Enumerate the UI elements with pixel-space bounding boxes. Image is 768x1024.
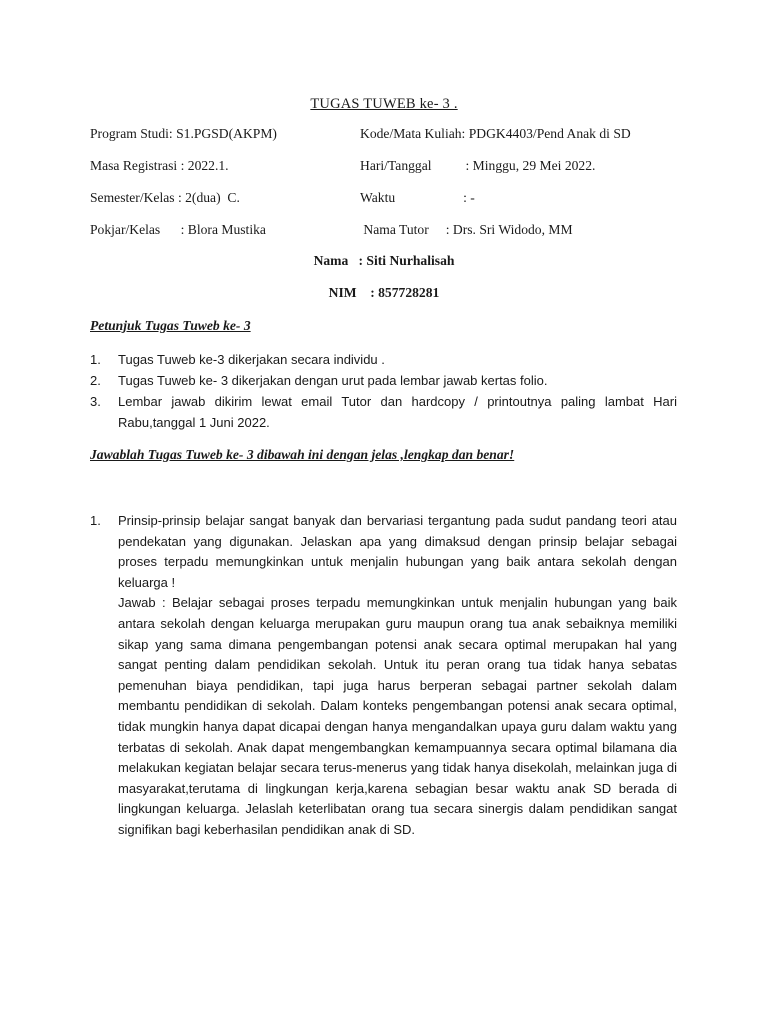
list-item bbox=[90, 391, 677, 433]
student-nim: NIM : 857728281 bbox=[328, 285, 440, 300]
list-item-text: Tugas Tuweb ke-3 dikerjakan secara individu . bbox=[118, 352, 385, 367]
question-number: 1. bbox=[90, 513, 101, 528]
list-item bbox=[90, 349, 677, 370]
list-item-text: Lembar jawab dikirim lewat email Tutor dan hardcopy / printoutnya paling lambat Hari Rabu,tanggal 1 Juni 2022. bbox=[118, 394, 677, 430]
list-item-number: 2. bbox=[90, 373, 101, 388]
answer-text: Jawab : Belajar sebagai proses terpadu memungkinkan untuk menjalin hubungan yang baik antara sekolah dengan keluarga merupakan guru maupun orang tua anak sebaiknya memiliki sikap yang sama dimana pengembangan potensi anak secara optimal merupakan hal yang sangat penting dalam pendidikan sekolah. Untuk itu peran orang tua tidak hanya sebatas pemenuhan biaya pendidikan, tapi juga harus berperan sebagai partner sekolah dalam membantu pendidikan di sekolah. Dalam konteks pengembangan potensi anak secara optimal, tidak mungkin hanya dapat dicapai dengan hanya mengandalkan upaya guru dalam waktu yang terbatas di sekolah. Anak dapat mengembangkan kemampuannya secara optimal bilamana dia melakukan kegiatan belajar secara terus-menerus yang tidak hanya disekolah, melainkan juga di masyarakat,terutama di lingkungan kerja,karena sebagian besar waktu anak SD berada di lingkungan keluarga. Jelaslah keterlibatan orang tua secara sinergis dalam pendidikan sangat signifikan bagi keberhasilan pendidikan anak di SD. bbox=[118, 595, 677, 837]
kode-mata-kuliah: Kode/Mata Kuliah: PDGK4403/Pend Anak di SD bbox=[360, 126, 631, 141]
student-name: Nama : Siti Nurhalisah bbox=[313, 253, 455, 268]
program-studi: Program Studi: S1.PGSD(AKPM) bbox=[90, 126, 277, 141]
semester-kelas: Semester/Kelas : 2(dua) C. bbox=[90, 190, 240, 205]
list-item bbox=[90, 370, 677, 391]
question-item bbox=[90, 511, 677, 841]
list-item-text: Tugas Tuweb ke- 3 dikerjakan dengan urut pada lembar jawab kertas folio. bbox=[118, 373, 548, 388]
nama-tutor: Nama Tutor : Drs. Sri Widodo, MM bbox=[360, 222, 573, 237]
instructions-heading: Petunjuk Tugas Tuweb ke- 3 bbox=[90, 318, 251, 333]
info-row-2 bbox=[90, 158, 690, 176]
hari-tanggal: Hari/Tanggal : Minggu, 29 Mei 2022. bbox=[360, 158, 596, 173]
list-item-number: 3. bbox=[90, 394, 101, 409]
info-row-1 bbox=[90, 126, 690, 144]
list-item-number: 1. bbox=[90, 352, 101, 367]
info-row-4 bbox=[90, 222, 690, 240]
answer-command: Jawablah Tugas Tuweb ke- 3 dibawah ini dengan jelas ,lengkap dan benar! bbox=[90, 447, 515, 462]
instructions-list bbox=[90, 349, 677, 433]
pokjar-kelas: Pokjar/Kelas : Blora Mustika bbox=[90, 222, 266, 237]
masa-registrasi: Masa Registrasi : 2022.1. bbox=[90, 158, 229, 173]
question-list bbox=[90, 511, 677, 841]
waktu: Waktu : - bbox=[360, 190, 475, 205]
question-text: Prinsip-prinsip belajar sangat banyak dan bervariasi tergantung pada sudut pandang teori atau pendekatan yang digunakan. Jelaskan apa yang dimaksud dengan prinsip belajar sebagai proses terpadu memungkinkan untuk menjalin hubungan yang baik antara sekolah dengan keluarga ! bbox=[118, 513, 677, 590]
document-title: TUGAS TUWEB ke- 3 . bbox=[310, 96, 458, 112]
info-row-3 bbox=[90, 190, 690, 208]
